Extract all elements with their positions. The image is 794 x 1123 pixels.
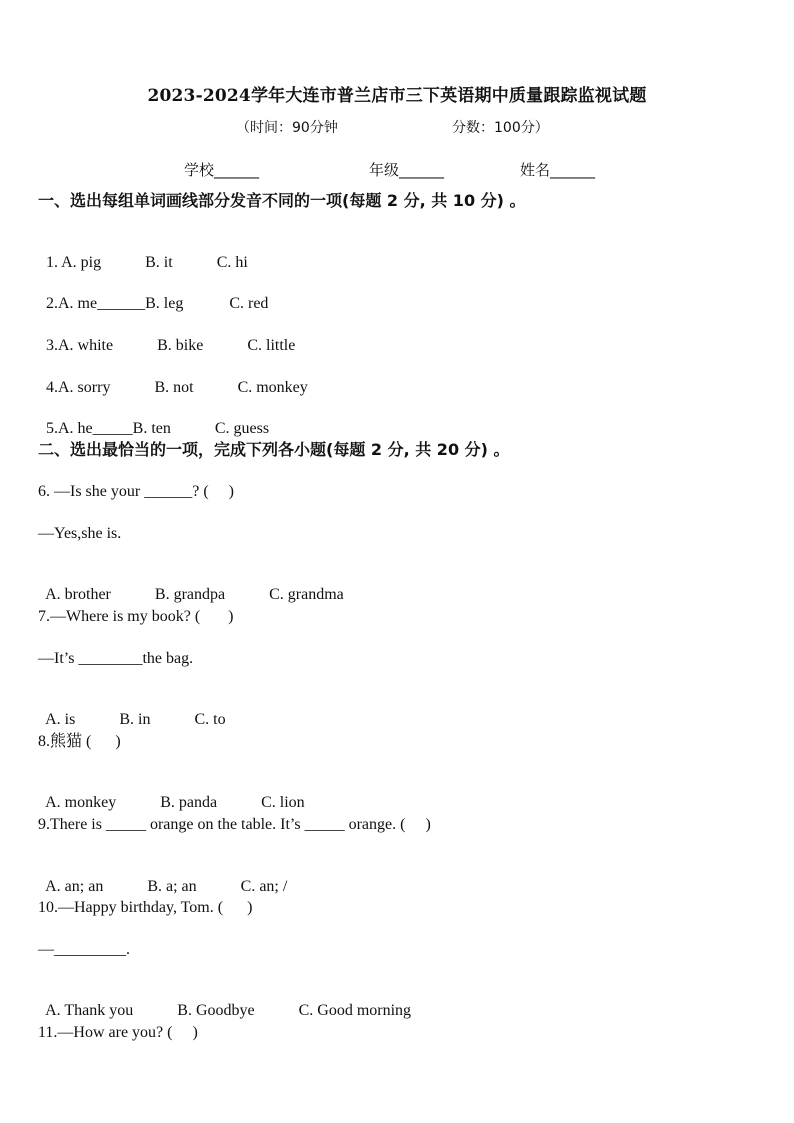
- option-c: C. monkey: [237, 379, 308, 396]
- option-a: A. an; an: [45, 878, 104, 895]
- question-6-answer: —Yes,she is.: [38, 525, 122, 542]
- question-4: [38, 358, 308, 398]
- question-8: 8.熊猫 ( ): [38, 733, 121, 750]
- option-a: 4.A. sorry: [46, 379, 111, 396]
- option-a: 1. A. pig: [46, 254, 102, 271]
- option-b: B. bike: [157, 337, 204, 354]
- option-c: C. Good morning: [298, 1002, 412, 1019]
- section-1-heading: 一、选出每组单词画线部分发音不同的一项(每题 2 分, 共 10 分) 。: [38, 191, 526, 210]
- option-c: C. hi: [216, 254, 248, 271]
- question-9-options: [38, 857, 287, 897]
- grade-field: 年级______: [369, 161, 445, 179]
- option-a: A. Thank you: [45, 1002, 134, 1019]
- option-b: B. a; an: [147, 878, 197, 895]
- section-2-heading: 二、选出最恰当的一项，完成下列各小题(每题 2 分, 共 20 分) 。: [38, 440, 510, 459]
- exam-score: 分数：100分）: [452, 120, 549, 136]
- option-a: A. brother: [45, 586, 111, 603]
- option-c: C. lion: [261, 794, 305, 811]
- option-b: B. in: [119, 711, 151, 728]
- page-title: 2023-2024学年大连市普兰店市三下英语期中质量跟踪监视试题: [147, 86, 647, 106]
- exam-time: （时间：90分钟: [236, 120, 338, 136]
- option-c: C. grandma: [269, 586, 344, 603]
- option-c: C. guess: [214, 420, 270, 437]
- question-6-options: [38, 565, 344, 605]
- option-a: 3.A. white: [46, 337, 114, 354]
- question-8-options: [38, 773, 305, 813]
- question-10: 10.—Happy birthday, Tom. ( ): [38, 899, 253, 916]
- name-field: 姓名______: [520, 161, 596, 179]
- school-field: 学校______: [184, 161, 260, 179]
- option-b: B. Goodbye: [177, 1002, 255, 1019]
- option-b: B. it: [145, 254, 173, 271]
- question-5: [38, 399, 269, 439]
- option-c: C. little: [247, 337, 296, 354]
- option-b: B. not: [154, 379, 194, 396]
- question-7-options: [38, 690, 226, 730]
- question-7: 7.—Where is my book? ( ): [38, 608, 234, 625]
- question-6: 6. —Is she your ______? ( ): [38, 483, 234, 500]
- option-b: B. grandpa: [154, 586, 226, 603]
- option-c: C. to: [194, 711, 226, 728]
- option-c: C. red: [229, 295, 269, 312]
- option-b: B. panda: [160, 794, 218, 811]
- option-c: C. an; /: [240, 878, 288, 895]
- question-7-answer: —It’s ________the bag.: [38, 650, 194, 667]
- question-1: [38, 233, 248, 273]
- question-11: 11.—How are you? ( ): [38, 1024, 198, 1041]
- question-2: [38, 274, 268, 314]
- question-10-options: [38, 981, 411, 1021]
- option-a-b: 5.A. he_____B. ten: [46, 420, 171, 437]
- option-a-b: 2.A. me______B. leg: [46, 295, 184, 312]
- question-3: [38, 316, 295, 356]
- option-a: A. monkey: [45, 794, 117, 811]
- option-a: A. is: [45, 711, 76, 728]
- question-9: 9.There is _____ orange on the table. It’s _____ orange. ( ): [38, 816, 431, 833]
- question-10-answer: —_________.: [38, 941, 130, 958]
